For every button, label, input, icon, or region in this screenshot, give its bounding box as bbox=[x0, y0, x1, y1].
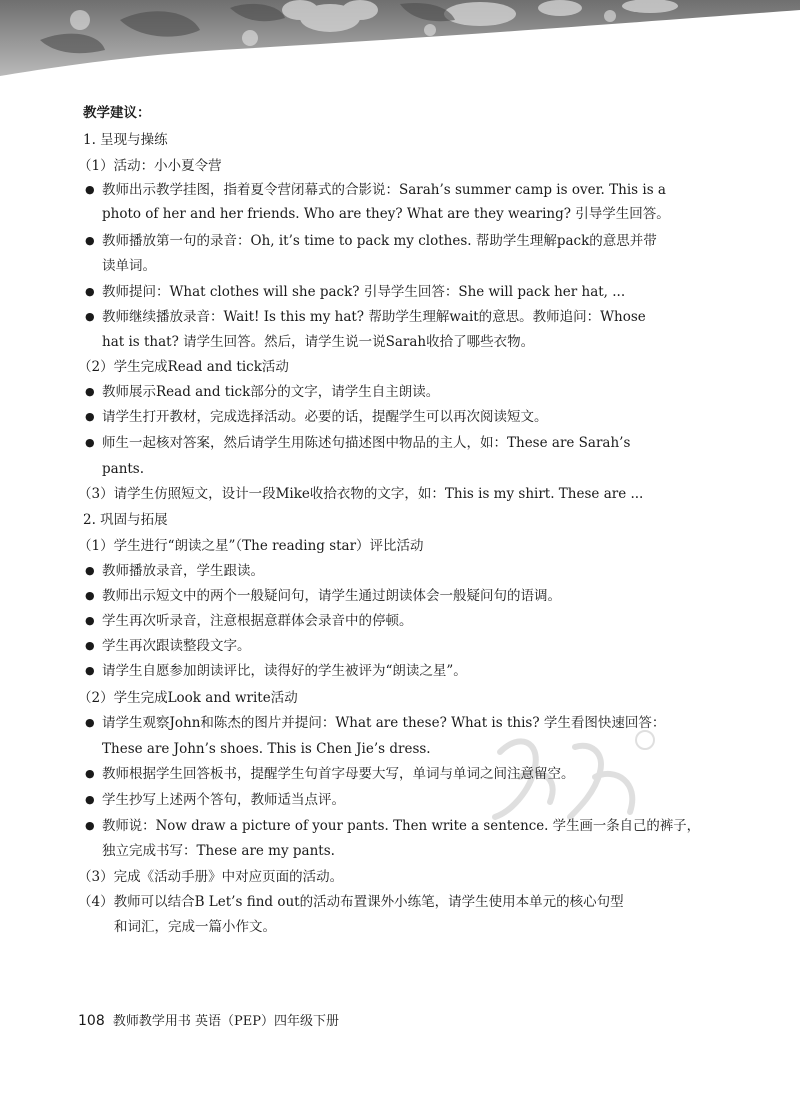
activity-heading-6: （3）完成《活动手册》中对应页面的活动。 bbox=[78, 869, 344, 885]
bullet-icon: ● bbox=[85, 183, 95, 196]
text-line: 读单词。 bbox=[102, 258, 156, 274]
text-line: 教师播放录音，学生跟读。 bbox=[102, 563, 264, 579]
text-line: 请学生自愿参加朗读评比，读得好的学生被评为“朗读之星”。 bbox=[102, 663, 467, 679]
bullet-icon: ● bbox=[85, 564, 95, 577]
text-line: 学生抄写上述两个答句，教师适当点评。 bbox=[102, 792, 345, 808]
text-line: 教师出示短文中的两个一般疑问句，请学生通过朗读体会一般疑问句的语调。 bbox=[102, 588, 561, 604]
page-number: 108 bbox=[78, 1013, 105, 1029]
bullet-icon: ● bbox=[85, 767, 95, 780]
bullet-icon: ● bbox=[85, 664, 95, 677]
bullet-icon: ● bbox=[85, 436, 95, 449]
activity-heading-2: （2）学生完成Read and tick活动 bbox=[78, 359, 289, 375]
activity-heading-3: （3）请学生仿照短文，设计一段Mike收拾衣物的文字，如：This is my shirt. These are ... bbox=[78, 486, 644, 502]
bullet-icon: ● bbox=[85, 285, 95, 298]
bullet-icon: ● bbox=[85, 819, 95, 832]
bullet-icon: ● bbox=[85, 614, 95, 627]
bullet-icon: ● bbox=[85, 639, 95, 652]
text-line: 教师说：Now draw a picture of your pants. Then write a sentence. 学生画一条自己的裤子， bbox=[102, 818, 701, 834]
activity-heading-4: （1）学生进行“朗读之星”（The reading star）评比活动 bbox=[78, 538, 424, 554]
text-line: 独立完成书写：These are my pants. bbox=[102, 843, 335, 859]
heading-consolidate-extend: 2. 巩固与拓展 bbox=[83, 512, 168, 528]
heading-present-practice: 1. 呈现与操练 bbox=[83, 132, 168, 148]
bullet-icon: ● bbox=[85, 716, 95, 729]
bullet-icon: ● bbox=[85, 234, 95, 247]
bullet-icon: ● bbox=[85, 385, 95, 398]
header-decoration bbox=[0, 0, 800, 80]
text-line: 师生一起核对答案，然后请学生用陈述句描述图中物品的主人，如：These are Sarah’s bbox=[102, 435, 631, 451]
text-line: 和词汇，完成一篇小作文。 bbox=[114, 919, 276, 935]
bullet-icon: ● bbox=[85, 589, 95, 602]
floral-header-image bbox=[0, 0, 800, 80]
bullet-icon: ● bbox=[85, 410, 95, 423]
text-line: These are John’s shoes. This is Chen Jie’s dress. bbox=[102, 741, 431, 757]
text-line: 教师根据学生回答板书，提醒学生句首字母要大写，单词与单词之间注意留空。 bbox=[102, 766, 575, 782]
text-line: 教师展示Read and tick部分的文字，请学生自主朗读。 bbox=[102, 384, 440, 400]
activity-heading-5: （2）学生完成Look and write活动 bbox=[78, 690, 298, 706]
book-title: 教师教学用书 英语（PEP）四年级下册 bbox=[112, 1014, 339, 1029]
text-line: hat is that? 请学生回答。然后，请学生说一说Sarah收拾了哪些衣物。 bbox=[102, 334, 535, 350]
text-line: 教师出示教学挂图，指着夏令营闭幕式的合影说：Sarah’s summer camp is over. This is a bbox=[102, 182, 666, 198]
text-line: 请学生观察John和陈杰的图片并提问：What are these? What is this? 学生看图快速回答： bbox=[102, 715, 666, 731]
bullet-icon: ● bbox=[85, 793, 95, 806]
text-line: 教师提问：What clothes will she pack? 引导学生回答：She will pack her hat, ... bbox=[102, 284, 626, 300]
text-line: 教师播放第一句的录音：Oh, it’s time to pack my clothes. 帮助学生理解pack的意思并带 bbox=[102, 233, 657, 249]
text-line: 教师继续播放录音：Wait! Is this my hat? 帮助学生理解wait的意思。教师追问：Whose bbox=[102, 309, 646, 325]
bullet-icon: ● bbox=[85, 310, 95, 323]
text-line: 学生再次听录音，注意根据意群体会录音中的停顿。 bbox=[102, 613, 413, 629]
section-title: 教学建议： bbox=[83, 105, 151, 121]
text-line: 学生再次跟读整段文字。 bbox=[102, 638, 251, 654]
page-footer bbox=[78, 1012, 339, 1031]
text-line: 请学生打开教材，完成选择活动。必要的话，提醒学生可以再次阅读短文。 bbox=[102, 409, 548, 425]
text-line: pants. bbox=[102, 461, 145, 477]
activity-heading-1: （1）活动：小小夏令营 bbox=[78, 158, 222, 174]
activity-heading-7: （4）教师可以结合B Let’s find out的活动布置课外小练笔，请学生使用本单元的核心句型 bbox=[78, 894, 624, 910]
text-line: photo of her and her friends. Who are they? What are they wearing? 引导学生回答。 bbox=[102, 206, 670, 222]
